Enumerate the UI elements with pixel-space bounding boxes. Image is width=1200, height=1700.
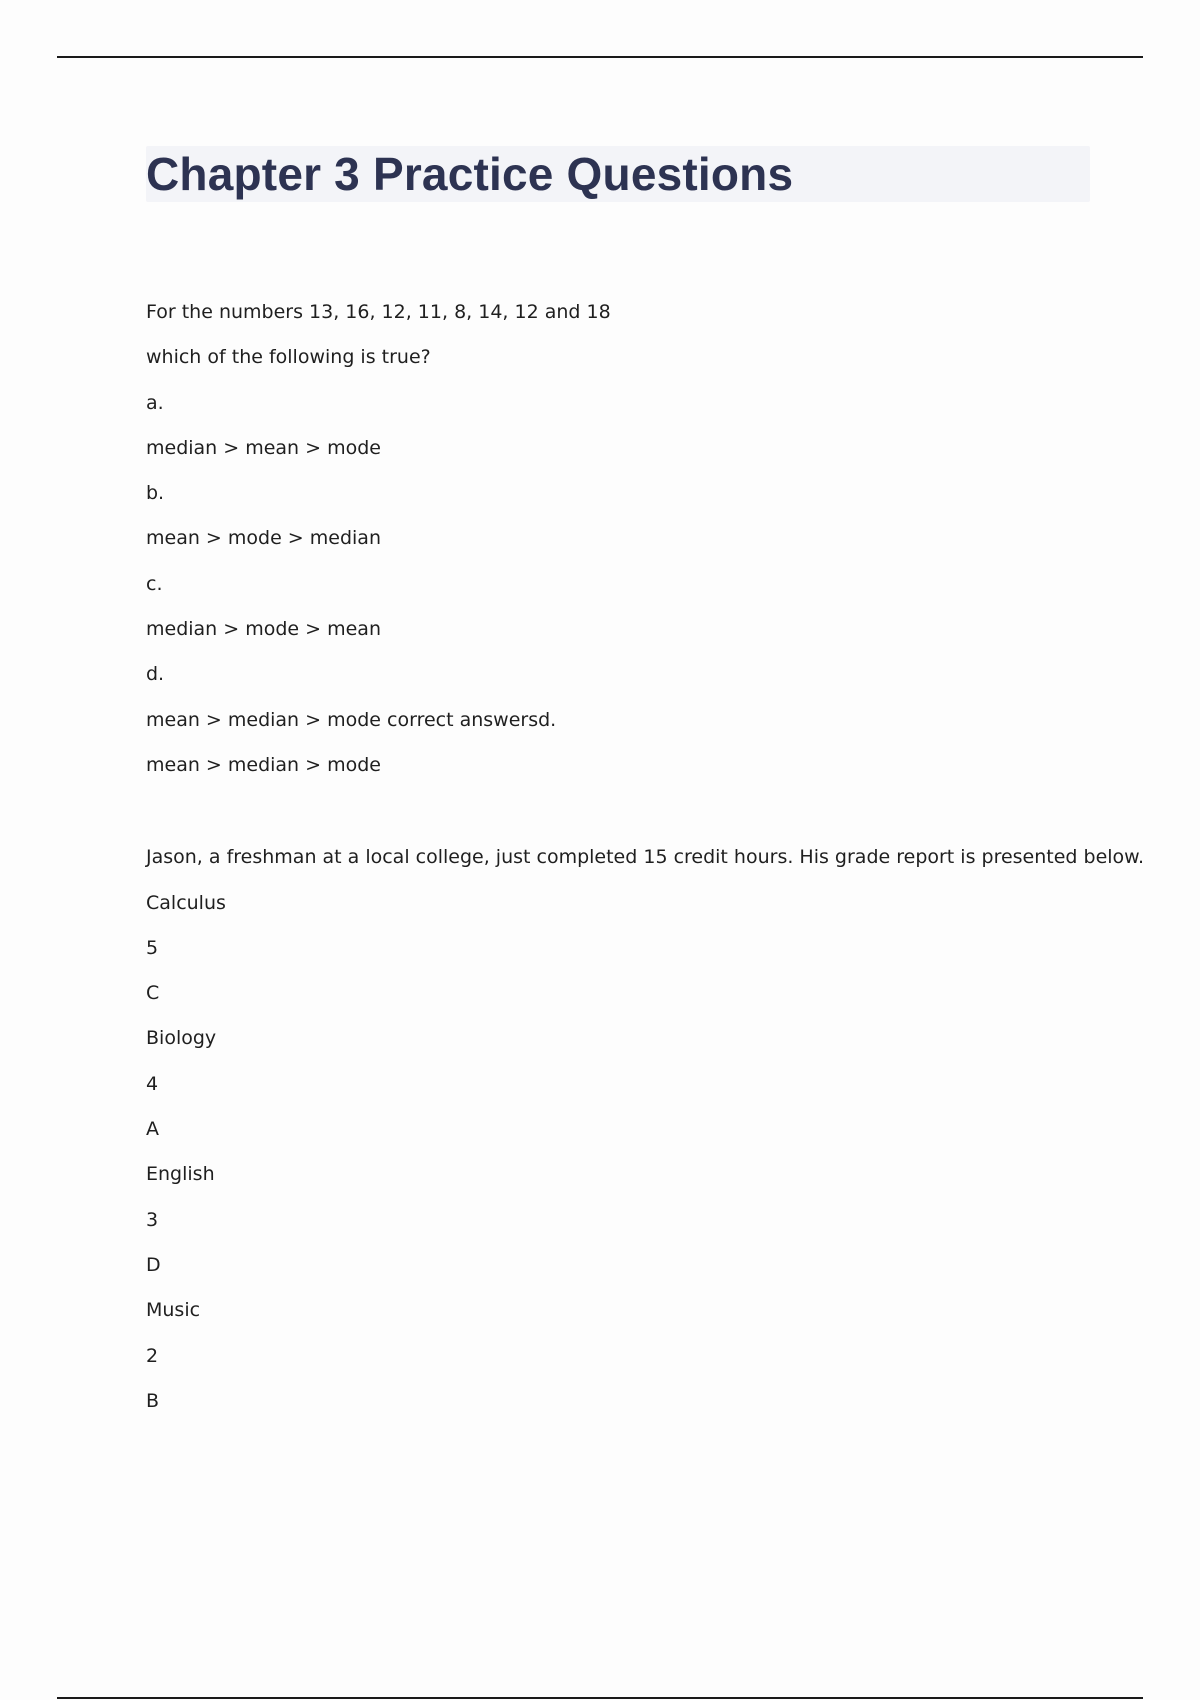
option-b-letter: b. bbox=[146, 482, 165, 505]
option-d-text: mean > median > mode correct answersd. bbox=[146, 708, 557, 731]
course-credits: 4 bbox=[146, 1072, 159, 1095]
course-name: Biology bbox=[146, 1027, 217, 1050]
option-a-letter: a. bbox=[146, 391, 164, 414]
course-grade: C bbox=[146, 982, 160, 1005]
document-body bbox=[146, 290, 1145, 1424]
course-grade: A bbox=[146, 1118, 159, 1141]
course-credits: 2 bbox=[146, 1344, 159, 1367]
option-d-letter: d. bbox=[146, 663, 165, 686]
option-c-text: median > mode > mean bbox=[146, 618, 381, 641]
course-name: Music bbox=[146, 1299, 201, 1322]
course-grade: B bbox=[146, 1389, 160, 1412]
page-title: Chapter 3 Practice Questions bbox=[146, 148, 794, 200]
course-grade: D bbox=[146, 1253, 161, 1276]
question-1 bbox=[146, 290, 1106, 788]
question-1-stem-line-2: which of the following is true? bbox=[146, 346, 431, 369]
question-1-stem-line-1: For the numbers 13, 16, 12, 11, 8, 14, 12 and 18 bbox=[146, 301, 611, 323]
option-c-letter: c. bbox=[146, 572, 163, 595]
bottom-divider bbox=[57, 1697, 1143, 1699]
course-credits: 3 bbox=[146, 1208, 159, 1231]
option-a-text: median > mean > mode bbox=[146, 436, 381, 459]
question-1-answer: mean > median > mode bbox=[146, 753, 381, 776]
question-2-stem: Jason, a freshman at a local college, just completed 15 credit hours. His grade report is presented below. bbox=[146, 846, 1145, 869]
course-name: Calculus bbox=[146, 891, 226, 914]
option-b-text: mean > mode > median bbox=[146, 527, 381, 550]
course-name: English bbox=[146, 1163, 215, 1186]
question-2 bbox=[146, 835, 1145, 1424]
question-spacer bbox=[146, 788, 1106, 835]
course-credits: 5 bbox=[146, 936, 159, 959]
top-divider bbox=[57, 56, 1143, 58]
